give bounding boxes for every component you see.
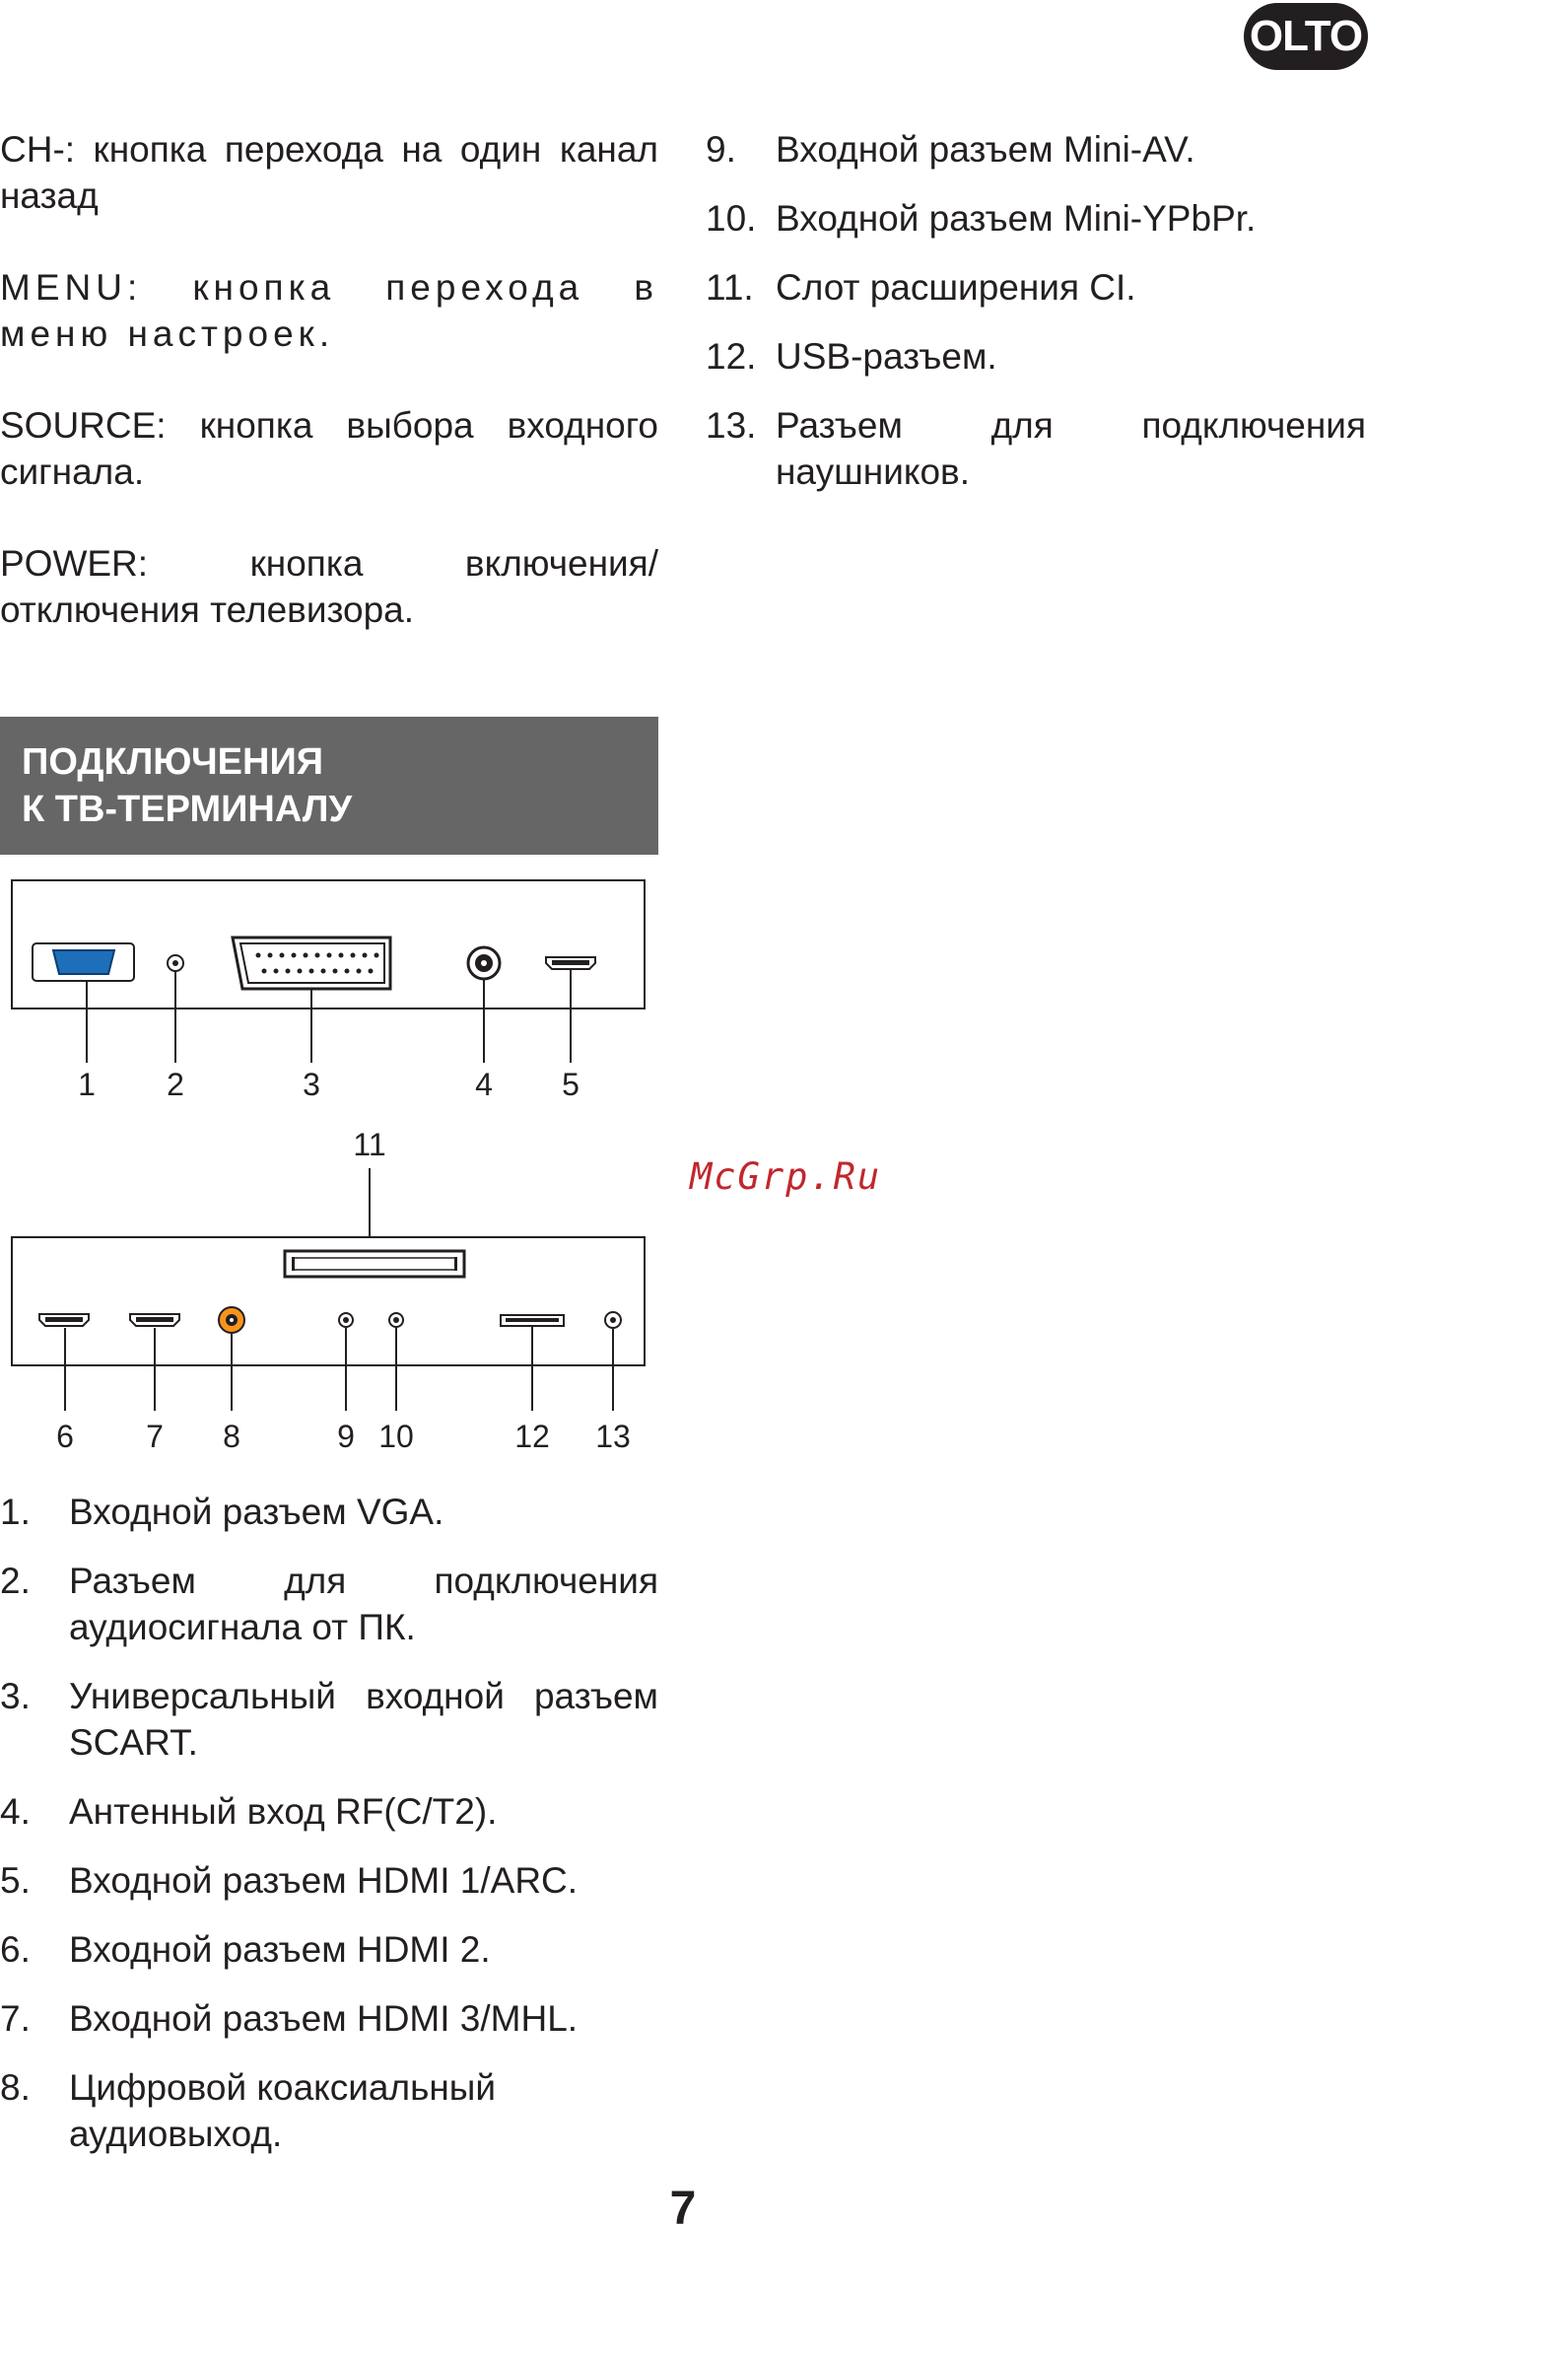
list-item bbox=[0, 1926, 658, 1973]
brand-logo bbox=[1244, 3, 1368, 70]
list-item-text: Входной разъем Mini-YPbPr. bbox=[776, 198, 1257, 239]
label-port-1: 1 bbox=[78, 1067, 96, 1102]
label-port-3: 3 bbox=[303, 1067, 320, 1102]
list-item-text: Слот расширения CI. bbox=[776, 267, 1136, 308]
label-port-8: 8 bbox=[223, 1419, 240, 1454]
page-number: 7 bbox=[669, 2183, 697, 2235]
list-item-number: 1. bbox=[0, 1492, 31, 1532]
list-item bbox=[706, 264, 1366, 311]
list-item bbox=[0, 1558, 658, 1650]
list-item bbox=[706, 195, 1366, 242]
usb-port-icon bbox=[501, 1315, 564, 1326]
list-item-text: Разъем для подключения аудиосигнала от ПК. bbox=[69, 1561, 658, 1647]
label-port-10: 10 bbox=[378, 1419, 414, 1454]
description-ch-minus: CH-: кнопка перехода на один канал назад bbox=[0, 129, 658, 216]
label-port-5: 5 bbox=[562, 1067, 579, 1102]
connection-diagram bbox=[0, 872, 658, 1464]
list-item bbox=[0, 2064, 658, 2157]
list-item-number: 9. bbox=[706, 129, 736, 170]
list-item-number: 2. bbox=[0, 1561, 31, 1601]
label-port-2: 2 bbox=[167, 1067, 184, 1102]
description-menu: MENU: кнопка перехода в меню настроек. bbox=[0, 267, 658, 354]
description-power: POWER: кнопка включения/отключения телевизора. bbox=[0, 543, 658, 630]
list-item bbox=[0, 1857, 658, 1904]
list-item-text: Входной разъем HDMI 2. bbox=[69, 1929, 491, 1970]
label-port-9: 9 bbox=[337, 1419, 355, 1454]
list-item bbox=[0, 1673, 658, 1766]
section-header bbox=[0, 717, 658, 855]
mini-ypbpr-jack-icon bbox=[389, 1313, 403, 1327]
mini-av-jack-icon bbox=[339, 1313, 353, 1327]
vga-port-icon bbox=[33, 943, 134, 981]
label-port-7: 7 bbox=[146, 1419, 164, 1454]
list-item-number: 13. bbox=[706, 405, 757, 446]
antenna-input-icon bbox=[468, 947, 500, 979]
list-item bbox=[706, 126, 1366, 173]
list-item-number: 10. bbox=[706, 198, 757, 239]
list-item-number: 5. bbox=[0, 1860, 31, 1901]
list-item-text: Антенный вход RF(C/T2). bbox=[69, 1791, 498, 1832]
list-item bbox=[0, 1788, 658, 1835]
list-item-number: 11. bbox=[706, 267, 754, 308]
list-item-number: 4. bbox=[0, 1791, 31, 1832]
brand-logo-text: OLTO bbox=[1249, 12, 1363, 60]
list-item-text: Входной разъем HDMI 3/MHL. bbox=[69, 1998, 579, 2039]
hdmi-3-port-icon bbox=[130, 1314, 179, 1326]
hdmi-2-port-icon bbox=[39, 1314, 89, 1326]
connector-list-left bbox=[0, 1489, 658, 2180]
list-item-text: Разъем для подключения наушников. bbox=[776, 405, 1366, 492]
list-item-number: 7. bbox=[0, 1998, 31, 2039]
scart-port-icon bbox=[233, 938, 390, 989]
list-item-number: 6. bbox=[0, 1929, 31, 1970]
list-item-number: 8. bbox=[0, 2067, 31, 2108]
list-item-text: USB-разъем. bbox=[776, 336, 997, 377]
hdmi-1-port-icon bbox=[546, 957, 595, 969]
label-port-13: 13 bbox=[595, 1419, 631, 1454]
list-item-text: Входной разъем HDMI 1/ARC. bbox=[69, 1860, 579, 1901]
list-item bbox=[706, 402, 1366, 495]
description-source: SOURCE: кнопка выбора входного сигнала. bbox=[0, 405, 658, 492]
list-item-number: 3. bbox=[0, 1676, 31, 1716]
connector-list-right bbox=[706, 126, 1366, 518]
label-port-4: 4 bbox=[475, 1067, 493, 1102]
list-item-text: Входной разъем VGA. bbox=[69, 1492, 444, 1532]
list-item bbox=[0, 1489, 658, 1535]
section-title-line1: ПОДКЛЮЧЕНИЯ bbox=[22, 741, 324, 783]
list-item-number: 12. bbox=[706, 336, 757, 377]
label-port-12: 12 bbox=[514, 1419, 550, 1454]
list-item-text: Цифровой коаксиальный аудиовыход. bbox=[69, 2067, 497, 2154]
list-item bbox=[706, 333, 1366, 380]
coaxial-output-icon bbox=[219, 1307, 244, 1333]
list-item-text: Входной разъем Mini-AV. bbox=[776, 129, 1195, 170]
list-item bbox=[0, 1995, 658, 2042]
list-item-text: Универсальный входной разъем SCART. bbox=[69, 1676, 658, 1763]
label-port-11: 11 bbox=[353, 1127, 386, 1162]
watermark: McGrp.Ru bbox=[690, 1155, 882, 1198]
ci-slot-icon bbox=[285, 1251, 464, 1277]
section-title-line2: К ТВ-ТЕРМИНАЛУ bbox=[22, 789, 353, 830]
pc-audio-jack-icon bbox=[168, 955, 183, 971]
label-port-6: 6 bbox=[56, 1419, 74, 1454]
headphone-jack-icon bbox=[605, 1312, 621, 1328]
